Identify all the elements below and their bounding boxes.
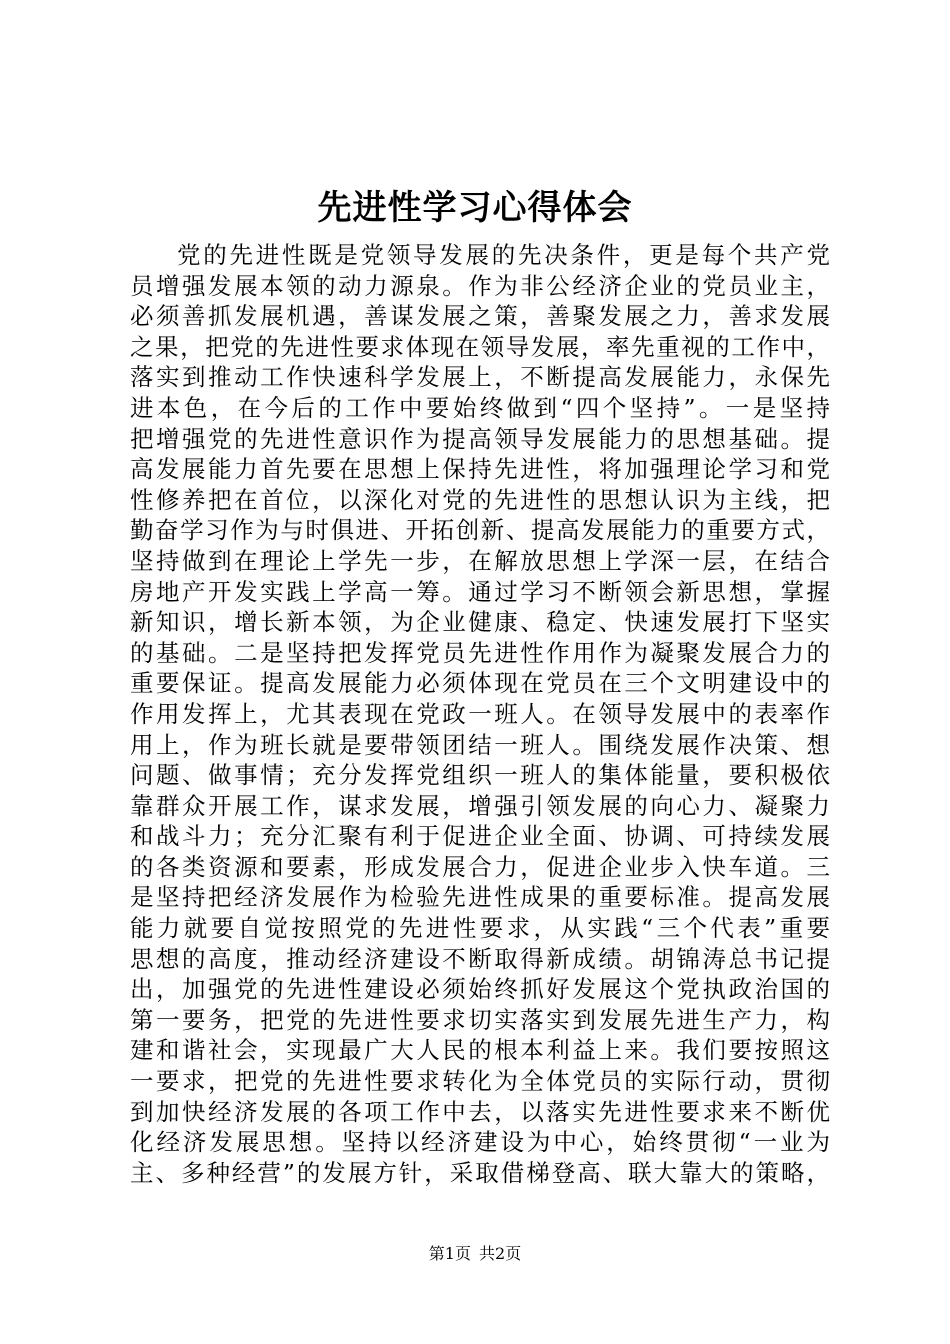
body-line: 进本色，在今后的工作中要始终做到“四个坚持”。一是坚持 <box>130 393 830 422</box>
body-line: 的基础。二是坚持把发挥党员先进性作用作为凝聚发展合力的 <box>130 638 830 667</box>
body-line: 出，加强党的先进性建设必须始终抓好发展这个党执政治国的 <box>130 975 830 1004</box>
body-line: 一要求，把党的先进性要求转化为全体党员的实际行动，贯彻 <box>130 1067 830 1096</box>
body-line: 之果，把党的先进性要求体现在领导发展，率先重视的工作中， <box>130 332 830 361</box>
body-line: 重要保证。提高发展能力必须体现在党员在三个文明建设中的 <box>130 669 830 698</box>
body-line: 房地产开发实践上学高一筹。通过学习不断领会新思想，掌握 <box>130 577 830 606</box>
body-line: 勤奋学习作为与时俱进、开拓创新、提高发展能力的重要方式， <box>130 516 830 545</box>
body-line: 坚持做到在理论上学先一步，在解放思想上学深一层，在结合 <box>130 546 830 575</box>
body-line: 的各类资源和要素，形成发展合力，促进企业步入快车道。三 <box>130 852 830 881</box>
body-line: 问题、做事情；充分发挥党组织一班人的集体能量，要积极依 <box>130 761 830 790</box>
document-title: 先进性学习心得体会 <box>317 188 633 228</box>
body-line: 思想的高度，推动经济建设不断取得新成绩。胡锦涛总书记提 <box>130 944 830 973</box>
document-body <box>130 240 830 1188</box>
body-line: 必须善抓发展机遇，善谋发展之策，善聚发展之力，善求发展 <box>130 302 830 331</box>
body-line: 员增强发展本领的动力源泉。作为非公经济企业的党员业主， <box>130 271 830 300</box>
body-line: 化经济发展思想。坚持以经济建设为中心，始终贯彻“一业为 <box>130 1128 830 1157</box>
body-line: 是坚持把经济发展作为检验先进性成果的重要标准。提高发展 <box>130 883 830 912</box>
body-line: 能力就要自觉按照党的先进性要求，从实践“三个代表”重要 <box>130 914 830 943</box>
body-line: 用上，作为班长就是要带领团结一班人。围绕发展作决策、想 <box>130 730 830 759</box>
body-line: 党的先进性既是党领导发展的先决条件，更是每个共产党 <box>177 241 830 269</box>
body-line: 新知识，增长新本领，为企业健康、稳定、快速发展打下坚实 <box>130 608 830 637</box>
body-line: 和战斗力；充分汇聚有利于促进企业全面、协调、可持续发展 <box>130 822 830 851</box>
body-line: 高发展能力首先要在思想上保持先进性，将加强理论学习和党 <box>130 455 830 484</box>
body-line: 主、多种经营”的发展方针，采取借梯登高、联大靠大的策略， <box>130 1158 830 1187</box>
body-line: 性修养把在首位，以深化对党的先进性的思想认识为主线，把 <box>130 485 830 514</box>
body-line: 建和谐社会，实现最广大人民的根本利益上来。我们要按照这 <box>130 1036 830 1065</box>
body-line: 把增强党的先进性意识作为提高领导发展能力的思想基础。提 <box>130 424 830 453</box>
page-footer: 第1页 共2页 <box>428 1244 522 1263</box>
body-line: 第一要务，把党的先进性要求切实落实到发展先进生产力，构 <box>130 1005 830 1034</box>
body-line: 靠群众开展工作，谋求发展，增强引领发展的向心力、凝聚力 <box>130 791 830 820</box>
body-line: 到加快经济发展的各项工作中去，以落实先进性要求来不断优 <box>130 1097 830 1126</box>
body-line: 作用发挥上，尤其表现在党政一班人。在领导发展中的表率作 <box>130 699 830 728</box>
body-line: 落实到推动工作快速科学发展上，不断提高发展能力，永保先 <box>130 363 830 392</box>
